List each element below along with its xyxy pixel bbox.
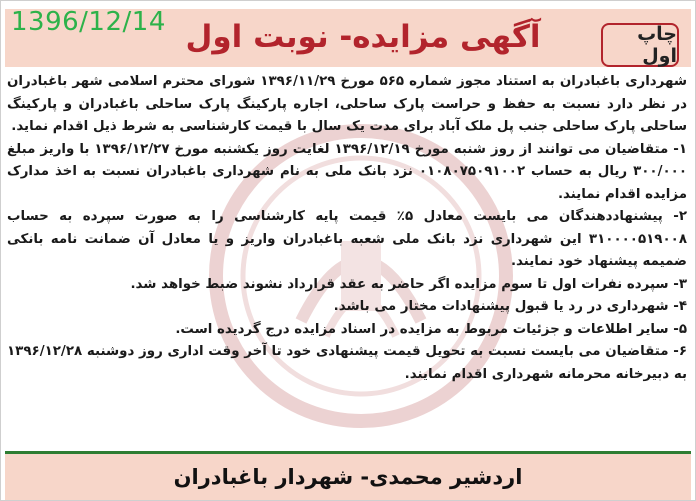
signature: اردشیر محمدی- شهردار باغبادران	[173, 465, 523, 489]
notice-body	[7, 71, 687, 386]
notice-title: آگهی مزایده- نوبت اول	[185, 19, 541, 55]
footer-bar	[5, 451, 691, 500]
intro-paragraph: شهرداری باغبادران به استناد مجوز شماره ۵۶۵ مورخ ۱۳۹۶/۱۱/۲۹ شورای محترم اسلامی شهر باغبادران در نظر دارد نسبت به حفظ و حراست پارک ساحلی، اجاره پارکینگ پارک ساحلی باغبادران و پارکینگ ساحلی پارک ساحلی جنب پل ملک آباد برای مدت یک سال با قیمت کارشناسی به شرط ذیل اقدام نماید.	[7, 74, 687, 134]
condition-item: ۵- سایر اطلاعات و جزئیات مربوط به مزایده در اسناد مزایده درج گردیده است.	[175, 321, 687, 337]
first-print-badge: چاپ اول	[601, 23, 679, 67]
condition-item: ۱- متقاضیان می توانند از روز شنبه مورخ ۱۳۹۶/۱۲/۱۹ لغایت روز یکشنبه مورخ ۱۳۹۶/۱۲/۲۷ با واریز مبلغ ۳۰۰/۰۰۰ ریال به حساب ۰۱۰۸۰۷۵۰۹۱۰۰۲ نزد بانک ملی به نام شهرداری باغبادران نسبت به اخذ مدارک مزایده اقدام نمایند.	[7, 141, 687, 202]
condition-item: ۶- متقاضیان می بایست نسبت به تحویل قیمت پیشنهادی خود تا آخر وقت اداری روز دوشنبه ۱۳۹۶/۱۲/۲۸ به دبیرخانه محرمانه شهرداری اقدام نمایند.	[7, 344, 687, 382]
date-stamp: 1396/12/14	[11, 7, 166, 37]
condition-item: ۴- شهرداری در رد یا قبول پیشنهادات مختار می باشد.	[333, 299, 687, 314]
condition-item: ۲- پیشنهاددهندگان می بایست معادل ۵٪ قیمت پایه کارشناسی را به صورت سپرده به حساب ۳۱۰۰۰۰۵۱۹۰۰۸ این شهرداری نزد بانک ملی شعبه باغبادران واریز و یا معادل آن ضمانت نامه بانکی ضمیمه پیشنهاد خود نمایند.	[7, 209, 687, 269]
condition-item: ۳- سپرده نفرات اول تا سوم مزایده اگر حاضر به عقد قرارداد نشوند ضبط خواهد شد.	[130, 276, 687, 292]
